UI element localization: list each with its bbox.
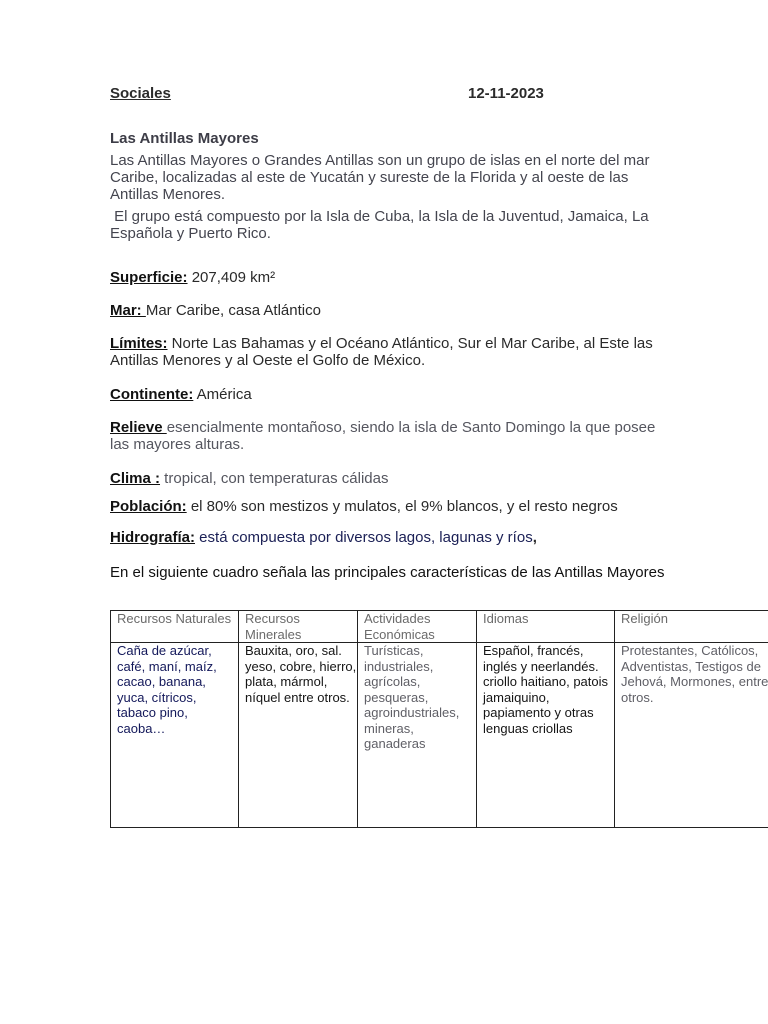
table-cell: Caña de azúcar, café, maní, maíz, cacao, banana, yuca, cítricos, tabaco pino, caoba… xyxy=(111,643,239,828)
table-header-cell: Idiomas xyxy=(477,611,615,643)
field-value: está compuesta por diversos lagos, lagunas y ríos xyxy=(195,529,533,546)
table-header-row xyxy=(111,611,768,643)
field-label: Límites: xyxy=(110,335,168,352)
table-header-cell: Recursos Minerales xyxy=(239,611,358,643)
field-value: Norte Las Bahamas y el Océano Atlántico, Sur el Mar Caribe, al Este las Antillas Menores y al Oeste el Golfo de México. xyxy=(110,335,653,369)
table-intro: En el siguiente cuadro señala las principales características de las Antillas Mayores xyxy=(110,564,665,581)
characteristics-table xyxy=(110,610,768,828)
field-value: esencialmente montañoso, siendo la isla de Santo Domingo la que posee las mayores alturas. xyxy=(110,419,656,453)
field-label: Población: xyxy=(110,498,187,515)
field-label: Hidrografía: xyxy=(110,529,196,546)
field-mar xyxy=(110,302,670,319)
field-relieve xyxy=(110,419,670,453)
header-row xyxy=(110,85,570,105)
field-value: el 80% son mestizos y mulatos, el 9% blancos, y el resto negros xyxy=(186,498,618,515)
intro-paragraph-2: El grupo está compuesto por la Isla de Cuba, la Isla de la Juventud, Jamaica, La Española y Puerto Rico. xyxy=(110,208,653,242)
field-trailing-comma: , xyxy=(532,529,537,546)
section-title: Las Antillas Mayores xyxy=(110,130,259,147)
field-limites xyxy=(110,335,670,369)
table-header-cell: Recursos Naturales xyxy=(111,611,239,643)
field-superficie xyxy=(110,269,670,286)
field-label: Continente: xyxy=(110,386,194,403)
field-value: 207,409 km² xyxy=(187,269,276,286)
table-header-cell: Actividades Económicas xyxy=(358,611,477,643)
table-cell: Turísticas, industriales, agrícolas, pesqueras, agroindustriales, mineras, ganaderas xyxy=(358,643,477,828)
field-value: Mar Caribe, casa Atlántico xyxy=(145,302,321,319)
table-cell: Español, francés, inglés y neerlandés. criollo haitiano, patois jamaiquino, papiamento y otras lenguas criollas xyxy=(477,643,615,828)
table-cell: Bauxita, oro, sal. yeso, cobre, hierro, plata, mármol, níquel entre otros. xyxy=(239,643,358,828)
field-label: Superficie: xyxy=(110,269,188,286)
intro-paragraph-1: Las Antillas Mayores o Grandes Antillas son un grupo de islas en el norte del mar Caribe, localizadas al este de Yucatán y sureste de la Florida y al oeste de las Antillas Menores. xyxy=(110,152,650,203)
subject-heading: Sociales xyxy=(110,85,171,102)
field-value: América xyxy=(193,386,252,403)
table-cell: Protestantes, Católicos, Adventistas, Testigos de Jehová, Mormones, entre otros. xyxy=(615,643,768,828)
field-continente xyxy=(110,386,670,403)
field-value: tropical, con temperaturas cálidas xyxy=(160,470,389,487)
table-header-cell: Religión xyxy=(615,611,768,643)
table-row xyxy=(111,643,768,828)
field-label: Relieve xyxy=(110,419,167,436)
field-hidrografia xyxy=(110,529,670,546)
field-poblacion xyxy=(110,498,670,515)
document-date: 12-11-2023 xyxy=(468,85,544,102)
field-label: Clima : xyxy=(110,470,161,487)
field-label: Mar: xyxy=(110,302,146,319)
field-clima xyxy=(110,470,670,487)
